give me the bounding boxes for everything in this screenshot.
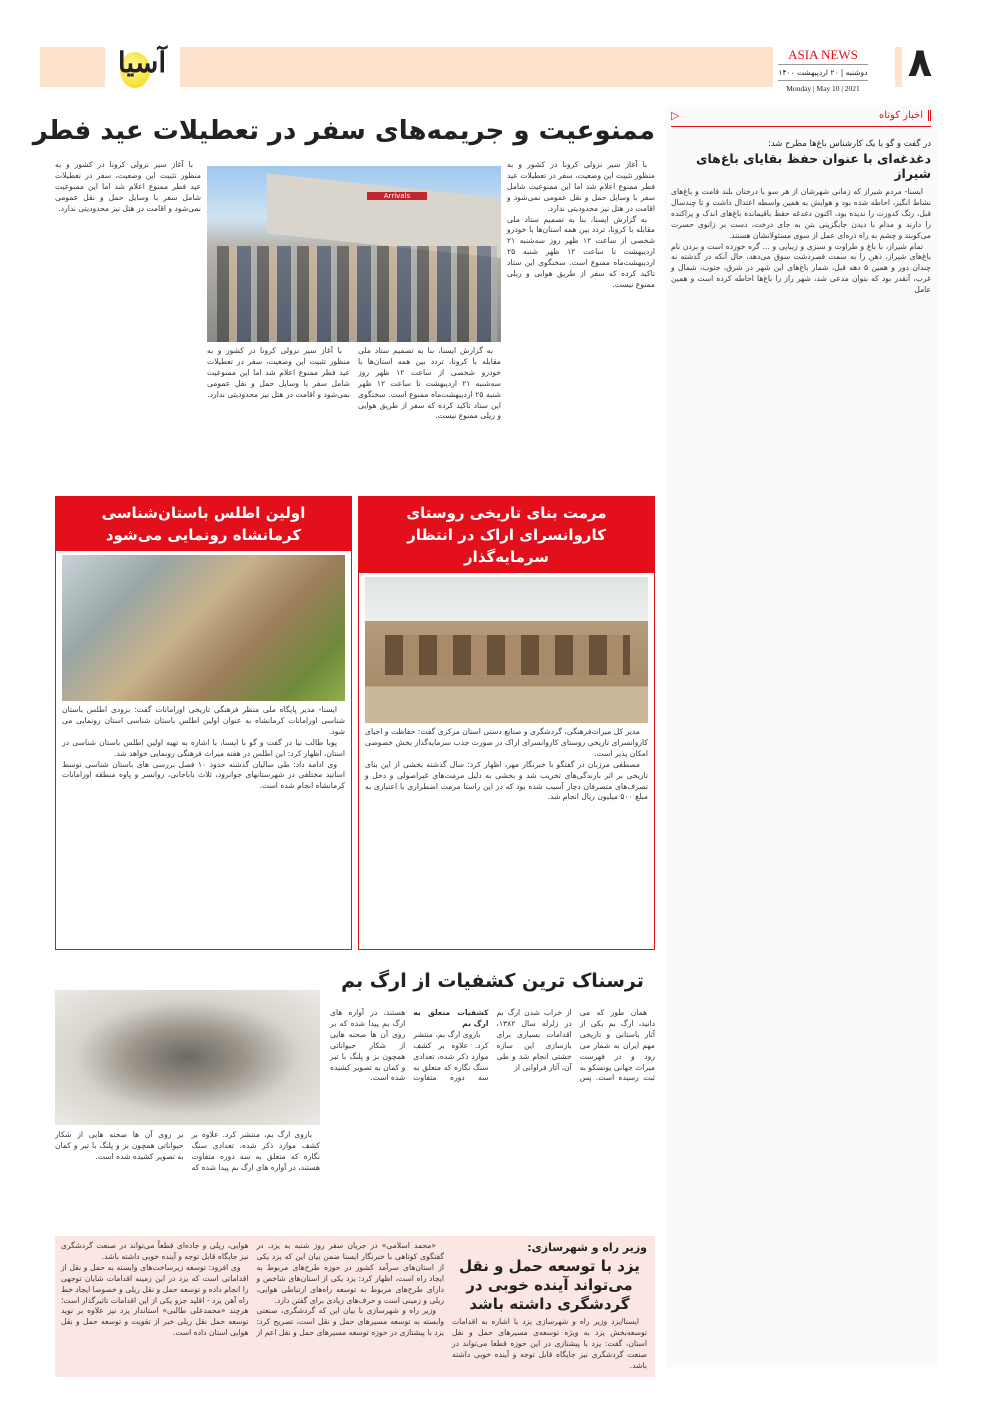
paragraph: به گزارش ایسنا، بنا به تصمیم ستاد ملی مقابله با کرونا، تردد بین همه استان‌ها با خودرو شخصی از ساعت ۱۲ ظهر روز سه‌شنبه ۲۱ اردیبهشت تا ساعت ۱۲ ظهر شنبه ۲۵ اردیبهشت‌ماه ممنوع است. سخنگوی این ستاد تاکید کرده که سفر از طریق هوایی و ریلی ممنوع نیست. [358, 346, 501, 421]
paragraph: ایسنا- مدیر پایگاه ملی منظر فرهنگی تاریخی اورامانات گفت: بزودی اطلس باستان شناسی اورامانات کرمانشاه به عنوان اولین اطلس باستان شناسی استان رونمایی می شود. [62, 705, 345, 736]
bam-body [330, 1008, 655, 1084]
yazd-head [452, 1241, 647, 1372]
atlas-headline: اولین اطلس باستان‌شناسی کرمانشاه رونمایی می‌شود [56, 497, 351, 551]
date-english: Monday | May 10 | 2021 [786, 84, 860, 93]
play-icon[interactable]: ▷ [671, 109, 680, 122]
airport-photo [207, 166, 501, 342]
header-band-left [40, 47, 105, 87]
caravan-body [365, 727, 648, 803]
yazd-article [55, 1236, 655, 1377]
short-news-column [665, 105, 937, 1367]
main-headline: ممنوعیت و جریمه‌های سفر در تعطیلات عید فطر [32, 116, 655, 146]
paragraph: مصطفی مرزبان در گفتگو با خبرنگار مهر، اظهار کرد: سال گذشته بخشی از این بنای تاریخی بر اثر بارندگی‌های تخریب شد و بخشی به دلیل مرمت‌های غیراصولی و دخل و تصرف‌های متصرفان دچار آسیب شده بود که در این راستا مرمت اضطراری با اعتباری به مبلغ ۵۰۰ میلیون ریال انجام شد. [365, 759, 648, 802]
subheading: کشفیات متعلق به ارگ بم [413, 1008, 489, 1028]
paragraph: همان طور که می دانید، ارگ بم یکی از آثار باستانی و تاریخی مهم ایران به شمار می رود و در فهرست میراث جهانی یونسکو به ثبت رسیده است. پس از خراب شدن ارگ بم در زلزله سال ۱۳۸۲، اقدامات بسیاری برای بازسازی این سازه خشتی انجام شد و طی آن، آثار فراوانی از [496, 1008, 655, 1083]
atlas-article [55, 496, 352, 950]
paragraph: ایسنا- مردم شیراز که زمانی شهرشان از هر سو با درختان بلند قامت و باغ‌های نشاط انگیز، احاطه شده بود و هوایش به همین واسطه اعتدال داشت و تا چندسال قبل، رنگ کدورت را ندیده بود، اکنون دغدغه حفظ باقیمانده باغ‌های اندک و پراکنده را دارند و مدام با دیدن جایگزینی بتن به جای درخت، دست بر زانوی حسرت می‌کوبند و چشم به راه ذره‌ای عمل از سوی مسئولانشان هستند. [671, 187, 931, 240]
paragraph: «محمد اسلامی» در جریان سفر روز شنبه به یزد، در گفتگوی کوتاهی با خبرنگار ایسنا ضمن بیان این که یزد یکی از استان‌های سرآمد کشور در حوزه طرح‌های مربوط به ایجاد راه است، اظهار کرد: یزد یکی از استان‌های شاخص و دارای طرح‌های مربوط به توسعه راه‌های ارتباطی هوایی، ریلی و زمینی است و حرف‌های زیادی برای گفتن دارد. [256, 1241, 444, 1305]
arrivals-sign: Arrivals [367, 192, 427, 200]
article-kicker: در گفت و گو با یک کارشناس باغ‌ها مطرح شد: [767, 139, 931, 149]
masthead-info [778, 47, 868, 93]
article-body [671, 187, 931, 296]
section-title: اخبار کوتاه [879, 110, 931, 121]
logo [112, 42, 172, 92]
paragraph: باروی ارگ بم، منتشر کرد. علاوه بر کشف موارد ذکر شده، تعدادی سنگ نگاره که متعلق به سه دوره متفاوت هستند، در آواره های ارگ بم پیدا شده که بر روی آن ها صحنه هایی از شکار حیواناتی همچون بز و پلنگ با تیر و کمان به تصویر کشیده شده است. [330, 1008, 489, 1083]
people [217, 246, 497, 342]
paragraph: با آغاز سیر نزولی کرونا در کشور و به منظور تثبیت این وضعیت، سفر در تعطیلات عید فطر ممنوع اعلام شد اما این ممنوعیت شامل سفر با وسایل حمل و نقل عمومی نمی‌شود و اقامت در هتل نیز محدودیتی ندارد. [55, 160, 201, 213]
main-body-middle [207, 346, 501, 422]
paragraph: به گزارش ایسنا، بنا به تصمیم ستاد ملی مقابله با کرونا، تردد بین همه استان‌ها با خودرو شخصی از ساعت ۱۲ ظهر روز سه‌شنبه ۲۱ اردیبهشت تا ساعت ۱۲ ظهر شنبه ۲۵ اردیبهشت‌ماه ممنوع است. سخنگوی این ستاد تاکید کرده که سفر از طریق هوایی و ریلی ممنوع نیست. [507, 214, 655, 289]
logo-text: آسیا [117, 46, 167, 79]
paragraph: وی افزود: توسعه زیرساخت‌های وابسته به حمل و نقل از اقداماتی است که یزد در این زمینه اقدامات شایان توجهی را انجام داده و توسعه حمل و نقل ریلی و خصوصا ایجاد خط راه آهن یزد - اقلید جزو یکی از این اقدامات تاثیرگذار است؛ هرچند «محمدعلی طالبی» استاندار یزد نیز علاوه بر نوید توسعه حمل نقل ریلی خبر از تقویت و توسعه حمل و نقل هوایی استان داده است. [61, 1262, 249, 1338]
caravan-article [358, 496, 655, 950]
yazd-lead [452, 1317, 647, 1372]
main-body-left [55, 160, 201, 215]
header-band [180, 47, 773, 87]
paragraph: با آغاز سیر نزولی کرونا در کشور و به منظور تثبیت این وضعیت، سفر در تعطیلات عید فطر ممنوع اعلام شد اما این ممنوعیت شامل سفر با وسایل حمل و نقل عمومی نمی‌شود و اقامت در هتل نیز محدودیتی ندارد. [207, 346, 350, 399]
bam-body-lower [55, 1130, 320, 1174]
yazd-body [61, 1241, 444, 1372]
paragraph: با آغاز سیر نزولی کرونا در کشور و به منظور تثبیت این وضعیت، سفر در تعطیلات عید فطر ممنوع اعلام شد اما این ممنوعیت شامل سفر با وسایل حمل و نقل عمومی نمی‌شود و اقامت در هتل نیز محدودیتی ندارد. [507, 160, 655, 213]
arches [385, 635, 630, 675]
village-photo [62, 555, 345, 701]
caravan-headline: مرمت بنای تاریخی روستای کاروانسرای اراک در انتظار سرمایه‌گذار [359, 497, 654, 573]
paragraph: باروی ارگ بم، منتشر کرد. علاوه بر کشف موارد ذکر شده، تعدادی سنگ نگاره که متعلق به سه دوره متفاوت هستند، در آواره های ارگ بم پیدا شده که بر روی آن ها صحنه هایی از شکار حیواناتی همچون بز و پلنگ با تیر و کمان به تصویر کشیده شده است. [55, 1130, 320, 1172]
bam-headline: ترسناک ترین کشفیات از ارگ بم [341, 970, 644, 992]
yazd-headline: یزد با توسعه حمل و نقل می‌تواند آینده خوبی در گردشگری داشته باشد [459, 1257, 640, 1313]
caravanserai-photo [365, 577, 648, 723]
section-header [671, 105, 931, 127]
atlas-body [62, 705, 345, 792]
article-title: دغدغه‌ای با عنوان حفظ بقایای باغ‌های شیراز [696, 151, 931, 181]
paragraph: وزیر راه و شهرسازی با بیان این که گردشگری، صنعتی وابسته به توسعه مسیرهای حمل و نقل است، تصریح کرد: یزد با پیشتازی در حوزه توسعه مسیرهای حمل و نقل اعم از هوایی، ریلی و جاده‌ای قطعاً می‌تواند در صنعت گردشگری نیز جایگاه قابل توجه و آینده خوبی داشته باشد. [61, 1241, 444, 1338]
paragraph: ایسنا/یزد وزیر راه و شهرسازی یزد با اشاره به اقدامات توسعه‌بخش یزد به ویژه توسعه‌ی مسیرهای حمل و نقل استان، گفت: یزد با پیشتازی در این حوزه قطعا می‌تواند در صنعت گردشگری نیز جایگاه قابل توجه و آینده خوبی داشته باشد. [452, 1317, 647, 1370]
yazd-kicker: وزیر راه و شهرسازی: [527, 1241, 647, 1254]
date-persian: دوشنبه | ۲۰ اردیبهشت ۱۴۰۰ [778, 65, 868, 81]
paragraph: پویا طالب نیا در گفت و گو با ایسنا، با اشاره به تهیه اولین اطلس باستان شناسی در استان، اظهار کرد: این اطلس در هفته میراث فرهنگی رونمایی خواهد شد. [62, 737, 345, 758]
mummy-photo [55, 990, 320, 1125]
brand-name: ASIA NEWS [778, 47, 868, 65]
paragraph: مدیر کل میراث‌فرهنگی، گردشگری و صنایع دستی استان مرکزی گفت: حفاظت و احیای کاروانسرای تاریخی روستای کاروانسرای اراک در صورت جذب سرمایه‌گذار بخش خصوصی امکان پذیر است. [365, 727, 648, 758]
paragraph: تمام شیراز، با باغ و طراوت و سبزی و زیبایی و ... گره خورده است و بردن نام باغ‌های شیراز، ذهن را به سمت قصردشت سوق می‌دهد، حال آنکه در گذشته نه چندان دور و همین ۵ دهه قبل، شمار باغ‌های این شهر در شرق، جنوب، شمال و غرب، آنقدر بود که بتوان مدعی شد، شهر راز را باغ‌ها احاطه کرده است و همین عامل [671, 241, 931, 295]
page-number: ۸ [907, 40, 933, 86]
main-body-right [507, 160, 655, 291]
paragraph: وی ادامه داد: طی سالیان گذشته حدود ۱۰ فصل بررسی های باستان شناسی توسط اساتید مختلفی در شهرستانهای جوانرود، ثلاث باباجانی، روانسر و پاوه منطقه اورامانات کرمانشاه انجام شده است. [62, 759, 345, 791]
